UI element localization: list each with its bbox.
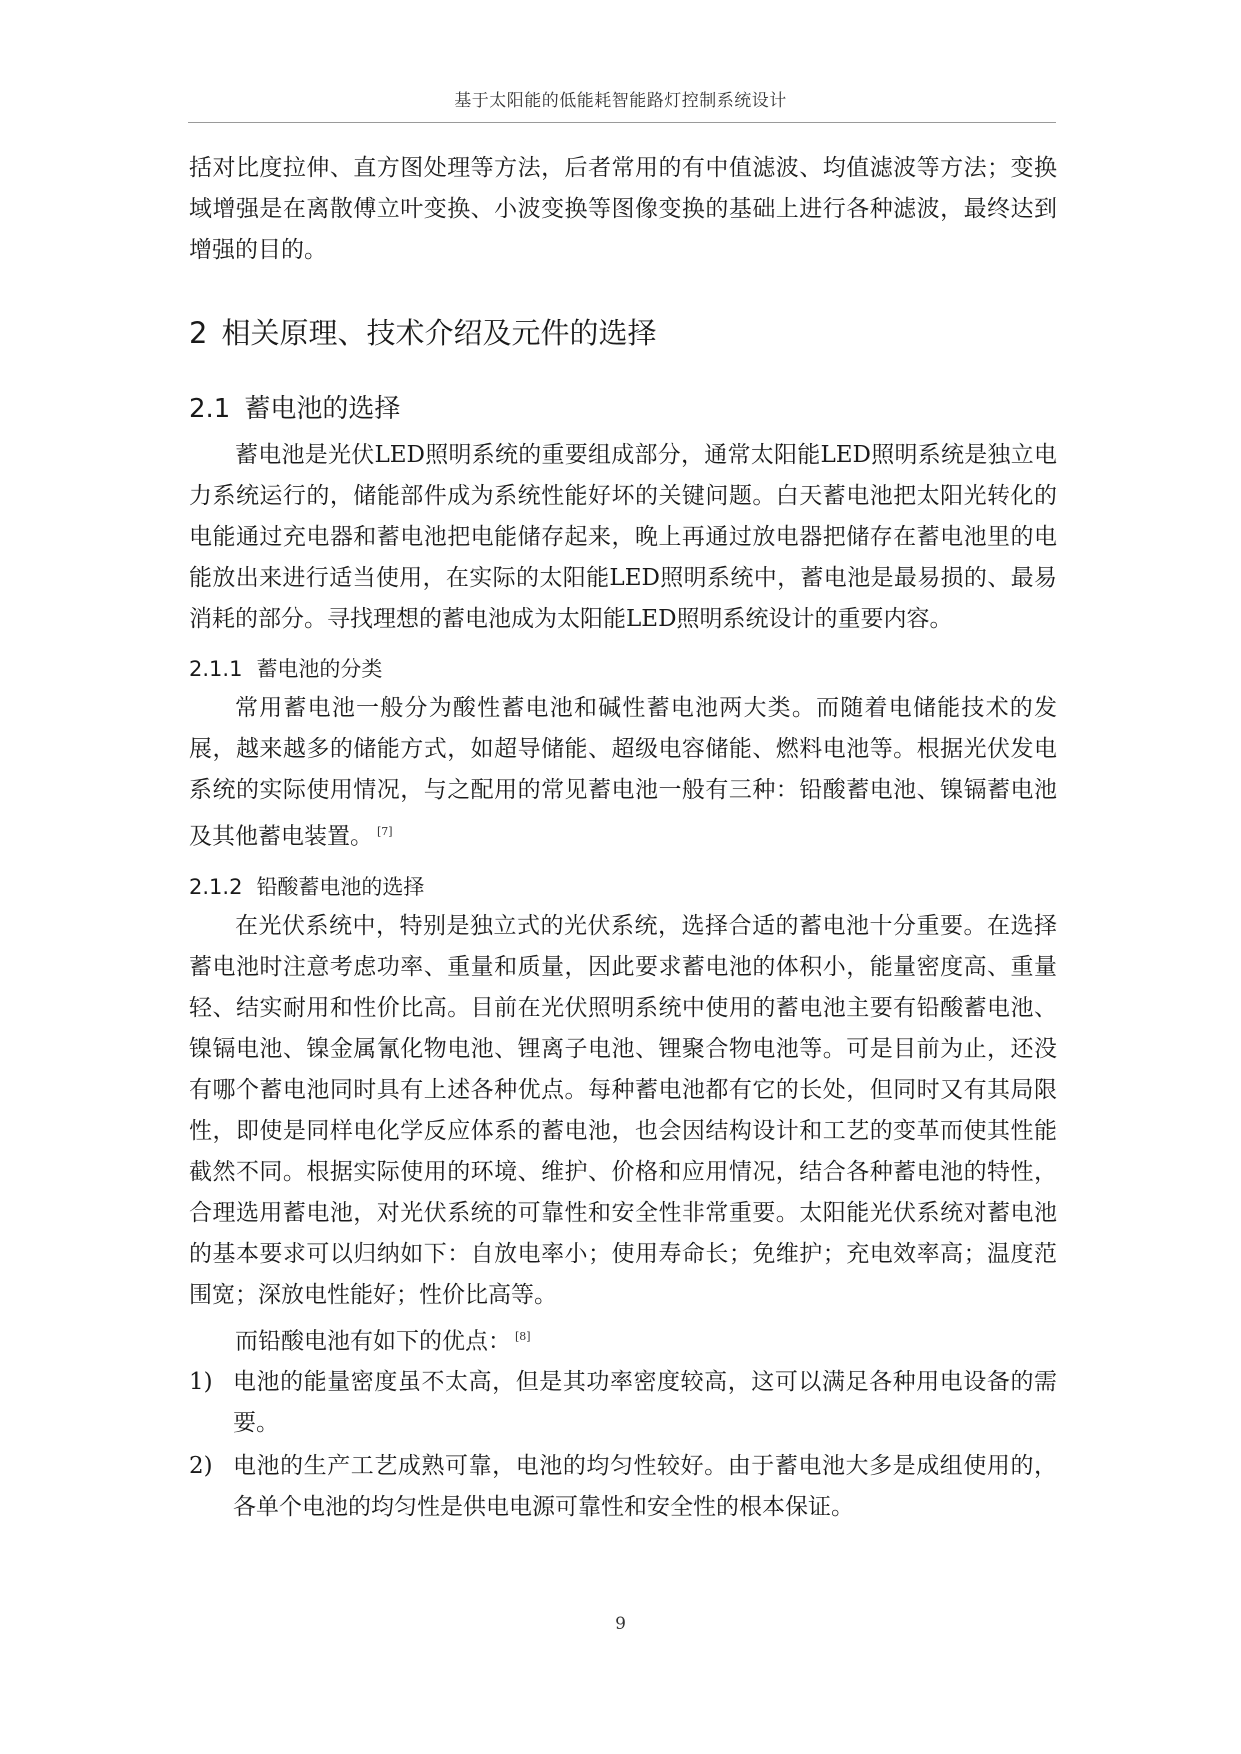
list-marker: 1) [189,1369,213,1396]
section-2-1-2-heading [189,870,1057,904]
section-2-1-1-title: 蓄电池的分类 [256,657,383,681]
section-2-number: 2 [189,316,208,350]
page-body [189,148,1057,1530]
list-item-text: 电池的生产工艺成熟可靠，电池的均匀性较好。由于蓄电池大多是成组使用的，各单个电池的均匀性是供电电源可靠性和安全性的根本保证。 [233,1453,1057,1521]
advantages-intro: 而铅酸电池有如下的优点： [235,1328,511,1355]
section-2-1-heading [189,389,1057,429]
section-2-1-2-paragraph: 在光伏系统中，特别是独立式的光伏系统，选择合适的蓄电池十分重要。在选择蓄电池时注意考虑功率、重量和质量，因此要求蓄电池的体积小，能量密度高、重量轻、结实耐用和性价比高。目前在光伏照明系统中使用的蓄电池主要有铅酸蓄电池、镍镉电池、镍金属氰化物电池、锂离子电池、锂聚合物电池等。可是目前为止，还没有哪个蓄电池同时具有上述各种优点。每种蓄电池都有它的长处，但同时又有其局限性，即使是同样电化学反应体系的蓄电池，也会因结构设计和工艺的变革而使其性能截然不同。根据实际使用的环境、维护、价格和应用情况，结合各种蓄电池的特性，合理选用蓄电池，对光伏系统的可靠性和安全性非常重要。太阳能光伏系统对蓄电池的基本要求可以归纳如下：自放电率小；使用寿命长；免维护；充电效率高；温度范围宽；深放电性能好；性价比高等。 [189,912,1057,1308]
citation-7[interactable]: [7] [377,825,393,838]
section-2-title: 相关原理、技术介绍及元件的选择 [221,316,657,350]
intro-paragraph: 括对比度拉伸、直方图处理等方法，后者常用的有中值滤波、均值滤波等方法；变换域增强是在离散傅立叶变换、小波变换等图像变换的基础上进行各种滤波，最终达到增强的目的。 [189,155,1057,263]
list-item [189,1446,1057,1528]
section-2-1-paragraph: 蓄电池是光伏LED照明系统的重要组成部分，通常太阳能LED照明系统是独立电力系统运行的，储能部件成为系统性能好坏的关键问题。白天蓄电池把太阳光转化的电能通过充电器和蓄电池把电能储存起来，晚上再通过放电器把储存在蓄电池里的电能放出来进行适当使用，在实际的太阳能LED照明系统中，蓄电池是最易损的、最易消耗的部分。寻找理想的蓄电池成为太阳能LED照明系统设计的重要内容。 [189,442,1057,632]
section-2-1-2-title: 铅酸蓄电池的选择 [256,874,425,899]
page-number: 9 [615,1614,626,1634]
section-2-1-1-paragraph-wrap [189,688,1057,858]
section-2-1-2-number: 2.1.2 [189,874,243,899]
section-2-1-title: 蓄电池的选择 [244,394,401,424]
list-marker: 2) [189,1453,213,1480]
citation-8[interactable]: [8] [515,1329,531,1343]
list-item-text: 电池的能量密度虽不太高，但是其功率密度较高，这可以满足各种用电设备的需要。 [233,1369,1057,1437]
running-header: 基于太阳能的低能耗智能路灯控制系统设计 [454,91,787,111]
section-2-heading [189,311,1057,355]
section-2-1-number: 2.1 [189,394,231,424]
section-2-1-1-heading [189,652,1057,686]
header-rule [188,122,1056,123]
section-2-1-1-paragraph: 常用蓄电池一般分为酸性蓄电池和碱性蓄电池两大类。而随着电储能技术的发展，越来越多的储能方式，如超导储能、超级电容储能、燃料电池等。根据光伏发电系统的实际使用情况，与之配用的常见蓄电池一般有三种：铅酸蓄电池、镍镉蓄电池及其他蓄电装置。 [189,695,1057,850]
advantages-intro-wrap [189,1316,1057,1363]
section-2-1-1-number: 2.1.1 [189,657,243,681]
list-item [189,1362,1057,1444]
